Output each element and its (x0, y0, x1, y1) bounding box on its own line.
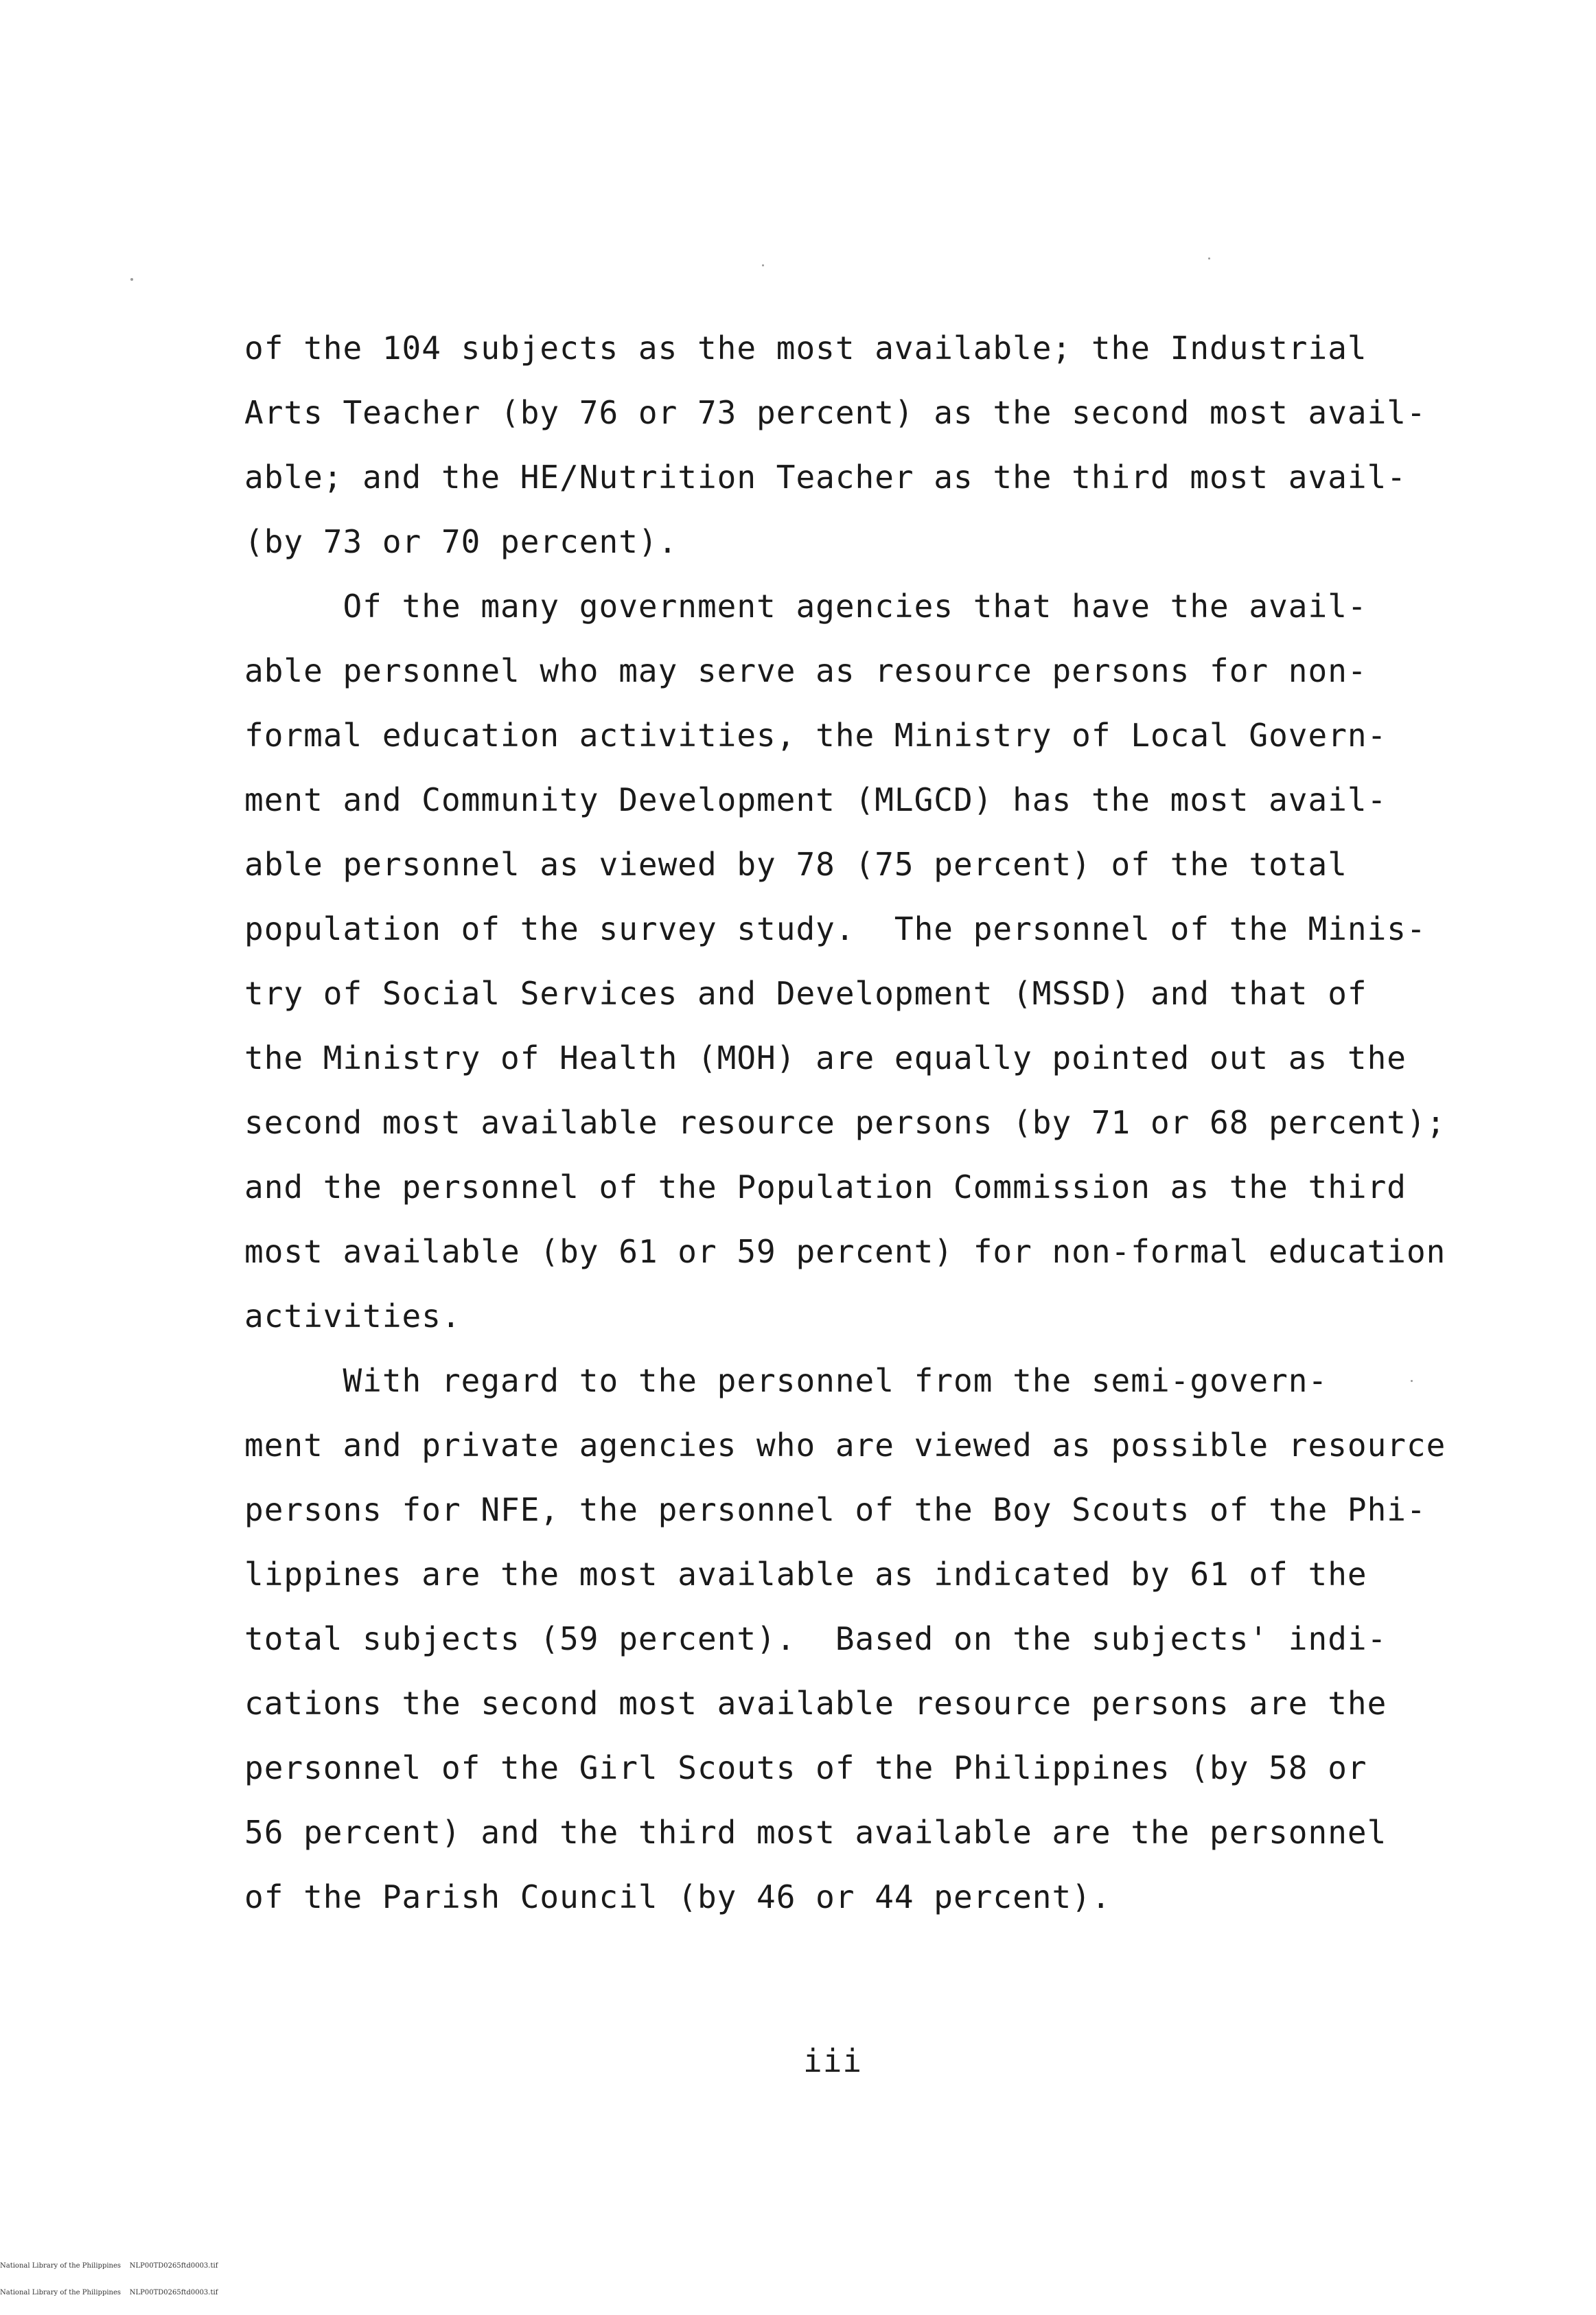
body-line: (by 73 or 70 percent). (244, 523, 678, 560)
footer-line: National Library of the Philippines NLP00TD0265ftd0003.tif (0, 2289, 218, 2296)
body-line: formal education activities, the Ministry of Local Govern- (244, 717, 1387, 754)
body-line: try of Social Services and Development (MSSD) and that of (244, 975, 1367, 1012)
body-line: able personnel who may serve as resource persons for non- (244, 652, 1367, 689)
body-line: most available (by 61 or 59 percent) for non-formal education (244, 1233, 1446, 1270)
body-line: of the 104 subjects as the most available; the Industrial (244, 330, 1367, 367)
body-line: activities. (244, 1298, 461, 1335)
scan-footer (0, 2244, 218, 2315)
body-line: total subjects (59 percent). Based on the subjects' indi- (244, 1620, 1387, 1657)
body-line: 56 percent) and the third most available are the personnel (244, 1814, 1387, 1851)
body-line: With regard to the personnel from the semi-govern- (244, 1362, 1328, 1399)
body-line: population of the survey study. The personnel of the Minis- (244, 910, 1426, 947)
body-line: and the personnel of the Population Commission as the third (244, 1168, 1407, 1206)
body-line: able personnel as viewed by 78 (75 percent) of the total (244, 846, 1348, 883)
body-line: able; and the HE/Nutrition Teacher as the third most avail- (244, 459, 1407, 496)
scan-speck (762, 264, 764, 266)
scan-speck (1208, 257, 1210, 260)
body-line: of the Parish Council (by 46 or 44 percent). (244, 1878, 1111, 1915)
body-line: ment and Community Development (MLGCD) has the most avail- (244, 781, 1387, 818)
body-line: second most available resource persons (by 71 or 68 percent); (244, 1104, 1446, 1141)
body-line: ment and private agencies who are viewed as possible resource (244, 1427, 1446, 1464)
body-line: Of the many government agencies that have the avail- (244, 588, 1367, 625)
body-line: Arts Teacher (by 76 or 73 percent) as the second most avail- (244, 394, 1426, 431)
body-line: persons for NFE, the personnel of the Boy Scouts of the Phi- (244, 1491, 1426, 1528)
body-line: cations the second most available resource persons are the (244, 1685, 1387, 1722)
body-line: the Ministry of Health (MOH) are equally pointed out as the (244, 1039, 1407, 1076)
footer-line: National Library of the Philippines NLP00TD0265ftd0003.tif (0, 2262, 218, 2270)
body-line: lippines are the most available as indicated by 61 of the (244, 1556, 1367, 1593)
scan-speck (130, 278, 133, 281)
scan-speck (1411, 1380, 1413, 1382)
page-number: iii (803, 2042, 863, 2080)
body-line: personnel of the Girl Scouts of the Philippines (by 58 or (244, 1749, 1367, 1786)
